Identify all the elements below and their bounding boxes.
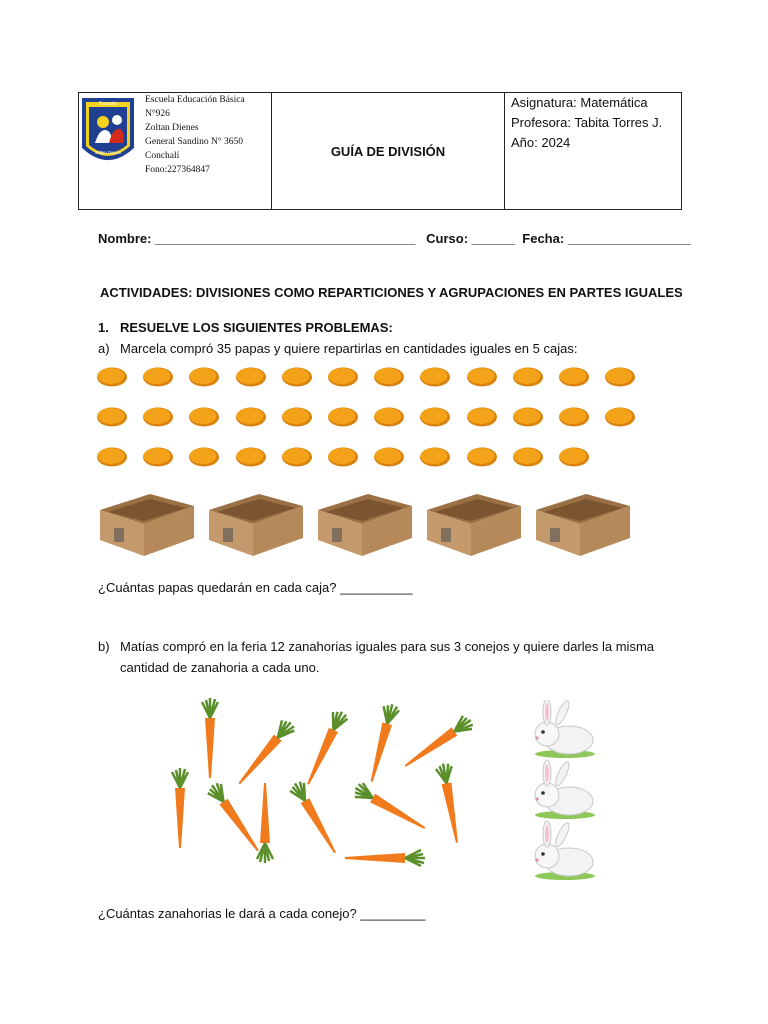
potato-icon bbox=[188, 366, 220, 388]
potato-icon bbox=[142, 446, 174, 468]
potato-icon bbox=[142, 406, 174, 428]
potato-icon bbox=[512, 366, 544, 388]
logo-text-bottom: Zoltan Dienes bbox=[95, 150, 121, 155]
meta-cell bbox=[505, 93, 681, 209]
carrot-icon bbox=[301, 708, 349, 787]
potato-icon bbox=[281, 446, 313, 468]
potato-icon bbox=[512, 446, 544, 468]
problem-b-text-2: cantidad de zanahoria a cada uno. bbox=[120, 660, 320, 675]
activities-title: ACTIVIDADES: DIVISIONES COMO REPARTICIONES Y AGRUPACIONES EN PARTES IGUALES bbox=[100, 285, 683, 300]
carrot-icon bbox=[435, 762, 465, 844]
school-line: General Sandino N° 3650 bbox=[145, 137, 243, 147]
school-logo bbox=[81, 97, 135, 169]
carrot-icon bbox=[233, 717, 297, 789]
carrot-group bbox=[160, 698, 490, 888]
potato-icon bbox=[281, 366, 313, 388]
potato-icon bbox=[373, 366, 405, 388]
potato-icon bbox=[419, 366, 451, 388]
subject-line: Asignatura: Matemática bbox=[511, 95, 648, 110]
potato-icon bbox=[419, 406, 451, 428]
school-line: N°926 bbox=[145, 109, 170, 119]
potato-icon bbox=[327, 406, 359, 428]
potato-icon bbox=[188, 446, 220, 468]
title-cell bbox=[272, 93, 505, 209]
section-heading: RESUELVE LOS SIGUIENTES PROBLEMAS: bbox=[120, 320, 393, 335]
potato-icon bbox=[466, 406, 498, 428]
rabbit-icon bbox=[535, 821, 595, 880]
potato-icon bbox=[235, 406, 267, 428]
year-line: Año: 2024 bbox=[511, 135, 571, 150]
carrot-icon bbox=[172, 768, 188, 848]
potato-icon bbox=[604, 406, 636, 428]
problem-a-question[interactable]: ¿Cuántas papas quedarán en cada caja? __________ bbox=[98, 580, 413, 595]
cardboard-box-icon bbox=[316, 490, 414, 558]
cardboard-box-icon bbox=[98, 490, 196, 558]
potato-icon bbox=[558, 446, 590, 468]
carrot-icon bbox=[345, 850, 425, 866]
school-line: Escuela Educación Básica bbox=[145, 95, 245, 105]
problem-b-label: b) bbox=[98, 639, 110, 654]
potato-icon bbox=[419, 446, 451, 468]
potato-icon bbox=[281, 406, 313, 428]
carrot-icon bbox=[257, 783, 273, 863]
carrot-icon bbox=[288, 779, 342, 856]
potato-icon bbox=[96, 446, 128, 468]
carrot-icon bbox=[351, 781, 428, 835]
rabbit-icon bbox=[535, 760, 595, 819]
rabbit-icon bbox=[535, 700, 595, 758]
problem-b-question[interactable]: ¿Cuántas zanahorias le dará a cada conejo? _________ bbox=[98, 906, 426, 921]
carrot-icon bbox=[401, 714, 476, 773]
potato-icon bbox=[604, 366, 636, 388]
section-number: 1. bbox=[98, 320, 109, 335]
rabbit-group bbox=[525, 700, 605, 885]
potato-icon bbox=[327, 446, 359, 468]
school-line: Conchalí bbox=[145, 151, 180, 161]
potato-icon bbox=[373, 446, 405, 468]
school-line: Fono:227364847 bbox=[145, 165, 210, 175]
potato-icon bbox=[466, 366, 498, 388]
header-table bbox=[78, 92, 682, 210]
problem-a-label: a) bbox=[98, 341, 110, 356]
cardboard-box-icon bbox=[207, 490, 305, 558]
guide-title: GUÍA DE DIVISIÓN bbox=[330, 143, 446, 159]
potato-icon bbox=[558, 366, 590, 388]
potato-icon bbox=[96, 366, 128, 388]
carrot-icon bbox=[364, 702, 400, 783]
cardboard-box-icon bbox=[425, 490, 523, 558]
cardboard-box-icon bbox=[534, 490, 632, 558]
carrot-icon bbox=[206, 781, 265, 856]
student-info-line[interactable]: Nombre: ____________________________________ Curso: ______ Fecha: _________________ bbox=[98, 231, 691, 246]
school-cell bbox=[79, 93, 272, 209]
teacher-line: Profesora: Tabita Torres J. bbox=[511, 115, 663, 130]
potato-icon bbox=[373, 406, 405, 428]
potato-icon bbox=[96, 406, 128, 428]
carrot-icon bbox=[202, 698, 218, 778]
potato-icon bbox=[466, 446, 498, 468]
problem-b-text-1: Matías compró en la feria 12 zanahorias iguales para sus 3 conejos y quiere darles la misma bbox=[120, 639, 654, 654]
logo-text-top: Escuela bbox=[99, 101, 117, 107]
potato-icon bbox=[188, 406, 220, 428]
school-info bbox=[145, 93, 245, 177]
potato-icon bbox=[235, 366, 267, 388]
potato-icon bbox=[512, 406, 544, 428]
potato-icon bbox=[327, 366, 359, 388]
potato-icon bbox=[558, 406, 590, 428]
school-line: Zoltan Dienes bbox=[145, 123, 199, 133]
potato-icon bbox=[142, 366, 174, 388]
potato-icon bbox=[235, 446, 267, 468]
problem-a-text: Marcela compró 35 papas y quiere repartirlas en cantidades iguales en 5 cajas: bbox=[120, 341, 578, 356]
